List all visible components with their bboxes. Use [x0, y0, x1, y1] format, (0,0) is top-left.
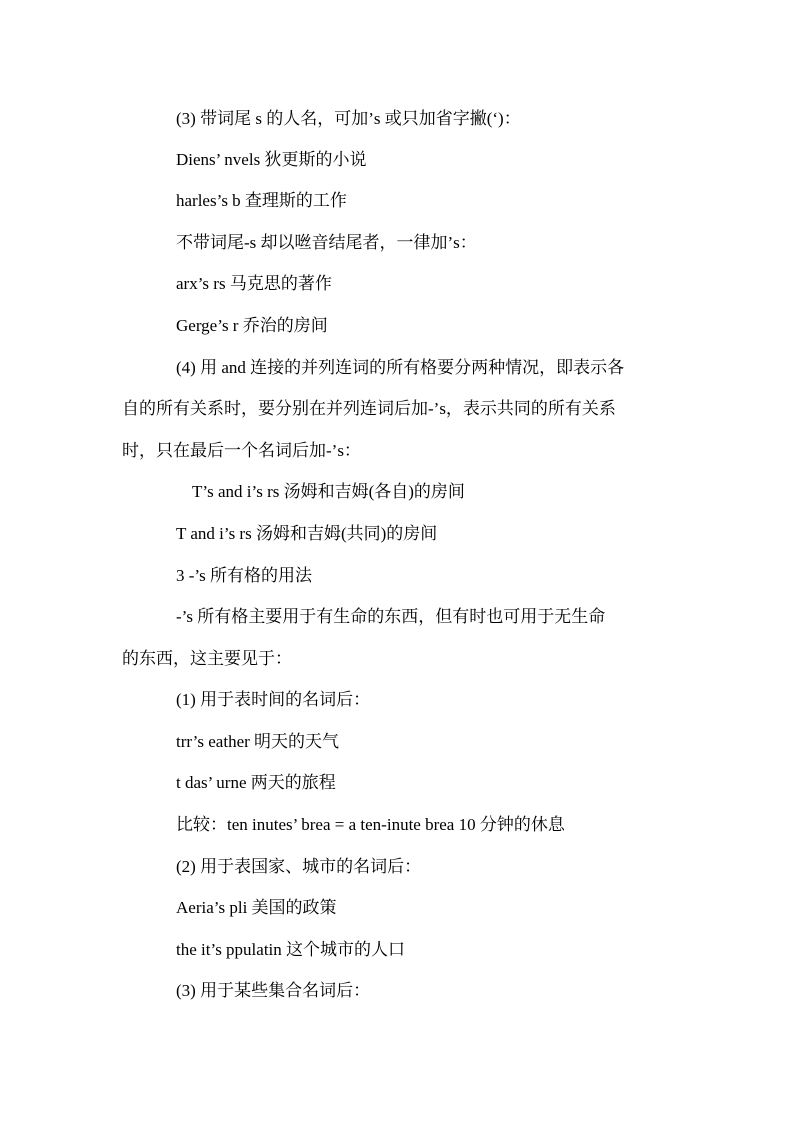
- text-line: 不带词尾-s 却以咝音结尾者，一律加’s：: [176, 233, 477, 252]
- text-line: (3) 带词尾 s 的人名，可加’s 或只加省字撇(‘)：: [176, 109, 521, 128]
- text-line: the it’s ppulatin 这个城市的人口: [176, 940, 406, 959]
- text-line: harles’s b 查理斯的工作: [176, 191, 347, 210]
- text-line: 自的所有关系时，要分别在并列连词后加-’s，表示共同的所有关系: [122, 399, 616, 418]
- text-line: 比较：ten inutes’ brea = a ten-inute brea 10 分钟的休息: [176, 815, 565, 834]
- text-line: Diens’ nvels 狄更斯的小说: [176, 150, 367, 169]
- text-line: 时，只在最后一个名词后加-’s：: [122, 441, 361, 460]
- text-line: Aeria’s pli 美国的政策: [176, 898, 337, 917]
- text-line: T and i’s rs 汤姆和吉姆(共同)的房间: [176, 524, 438, 543]
- text-line: Gerge’s r 乔治的房间: [176, 316, 328, 335]
- text-line: (3) 用于某些集合名词后：: [176, 981, 371, 1000]
- text-line: trr’s eather 明天的天气: [176, 732, 340, 751]
- text-line: (4) 用 and 连接的并列连词的所有格要分两种情况，即表示各: [176, 358, 625, 377]
- text-line: -’s 所有格主要用于有生命的东西，但有时也可用于无生命: [176, 607, 606, 626]
- text-line: 3 -’s 所有格的用法: [176, 566, 312, 585]
- text-line: 的东西，这主要见于：: [122, 649, 292, 668]
- text-line: t das’ urne 两天的旅程: [176, 773, 336, 792]
- text-line: arx’s rs 马克思的著作: [176, 274, 332, 293]
- text-line: T’s and i’s rs 汤姆和吉姆(各自)的房间: [192, 482, 465, 501]
- text-line: (2) 用于表国家、城市的名词后：: [176, 857, 422, 876]
- text-line: (1) 用于表时间的名词后：: [176, 690, 371, 709]
